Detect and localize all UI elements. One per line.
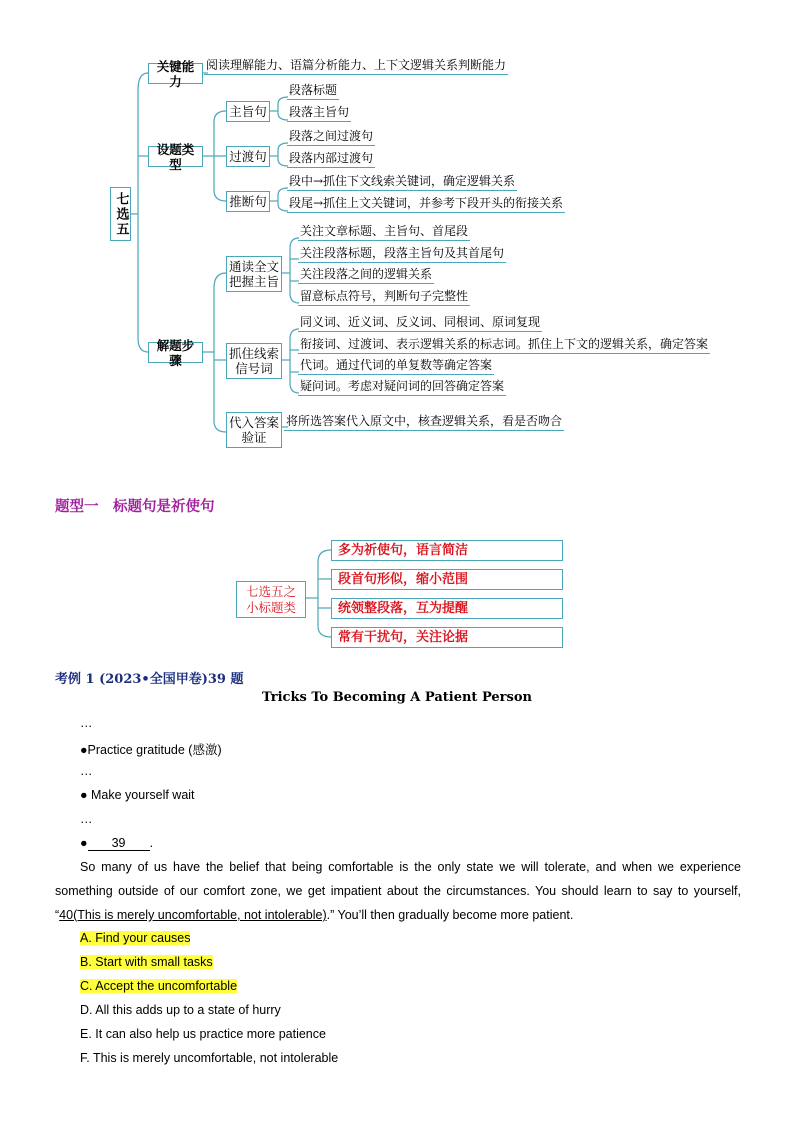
passage-line-1: … [80,716,93,730]
steps-node: 解题步骤 [148,342,203,363]
option-e-text: E. It can also help us practice more patience [80,1027,326,1041]
diagram-item-3: 统领整段落，互为提醒 [331,598,563,619]
blank-bullet: ● [80,836,88,850]
clues-leaf-4: 疑问词。考虑对疑问词的回答确定答案 [298,378,506,396]
read-through-line2: 把握主旨 [229,274,280,289]
key-ability-text: 阅读理解能力、语篇分析能力、上下文逻辑关系判断能力 [204,57,508,75]
transition-node: 过渡句 [226,146,270,167]
read-leaf-4: 留意标点符号，判断句子完整性 [298,288,470,306]
inference-node: 推断句 [226,191,270,212]
passage-line-4: ● Make yourself wait [80,788,195,802]
blank-39-line [80,836,153,851]
option-d [80,1003,281,1017]
read-leaf-3: 关注段落之间的逻辑关系 [298,266,434,284]
transition-leaf-2: 段落内部过渡句 [287,150,375,168]
inference-leaf-2: 段尾→抓住上文关键词，并参考下段开头的衔接关系 [287,195,565,213]
passage-title: Tricks To Becoming A Patient Person [262,690,532,705]
passage-paragraph [55,855,741,927]
diagram-item-4: 常有干扰句，关注论据 [331,627,563,648]
blank-39: 39 [88,837,150,851]
option-c-text: C. Accept the uncomfortable [80,979,238,993]
topic-sentence-node: 主旨句 [226,101,270,122]
passage-line-3: … [80,764,93,778]
option-b-text: B. Start with small tasks [80,955,213,969]
read-leaf-1: 关注文章标题、主旨句、首尾段 [298,223,470,241]
paragraph-part2: .” You’ll then gradually become more patient. [326,908,574,922]
clues-leaf-1: 同义词、近义词、反义词、同根词、原词复现 [298,314,542,332]
passage-line-5: … [80,812,93,826]
diagram-left-line2: 小标题类 [245,600,296,615]
option-a-text: A. Find your causes [80,931,191,945]
diagram-item-1: 多为祈使句，语言简洁 [331,540,563,561]
read-through-line1: 通读全文 [229,259,280,274]
diagram-left-line1: 七选五之 [245,584,296,599]
transition-leaf-1: 段落之间过渡句 [287,128,375,146]
inference-leaf-1: 段中→抓住下文线索关键词，确定逻辑关系 [287,173,517,191]
diagram-item-2: 段首句形似，缩小范围 [331,569,563,590]
clues-line1: 抓住线索 [229,346,280,361]
topic-leaf-2: 段落主旨句 [287,104,351,122]
passage-line-2: ●Practice gratitude (感激) [80,743,222,757]
section-title: 题型一 标题句是祈使句 [55,499,215,515]
mindmap-root: 七选五 [110,187,131,241]
blank-end: . [149,836,154,850]
clues-leaf-2: 衔接词、过渡词、表示逻辑关系的标志词。抓住上下文的逻辑关系，确定答案 [298,336,710,354]
key-ability-node: 关键能力 [148,63,203,84]
question-types-node: 设题类型 [148,146,203,167]
paragraph-answer-40: 40(This is merely uncomfortable, not intolerable) [59,908,327,922]
verify-line1: 代入答案 [229,415,280,430]
clues-line2: 信号词 [235,361,273,376]
topic-leaf-1: 段落标题 [287,82,339,100]
paragraph-part1: So many of us have the belief that being comfortable is the only state we will tolerate, and when we experience something outside of our comfort zone, we get impatient about the circumstances. You should learn to say to yourself, “ [55,860,741,922]
verify-line2: 验证 [241,430,267,445]
option-d-text: D. All this adds up to a state of hurry [80,1003,281,1017]
option-a [80,931,190,945]
option-c [80,979,237,993]
option-f-text: F. This is merely uncomfortable, not intolerable [80,1051,339,1065]
verify-text: 将所选答案代入原文中，核查逻辑关系，看是否吻合 [284,413,564,431]
option-b [80,955,213,969]
example-label: 考例 1 (2023•全国甲卷)39 题 [55,672,244,687]
option-f [80,1051,338,1065]
read-leaf-2: 关注段落标题，段落主旨句及其首尾句 [298,245,506,263]
clues-leaf-3: 代词。通过代词的单复数等确定答案 [298,357,494,375]
option-e [80,1027,326,1041]
section-diagram-left [236,581,306,618]
